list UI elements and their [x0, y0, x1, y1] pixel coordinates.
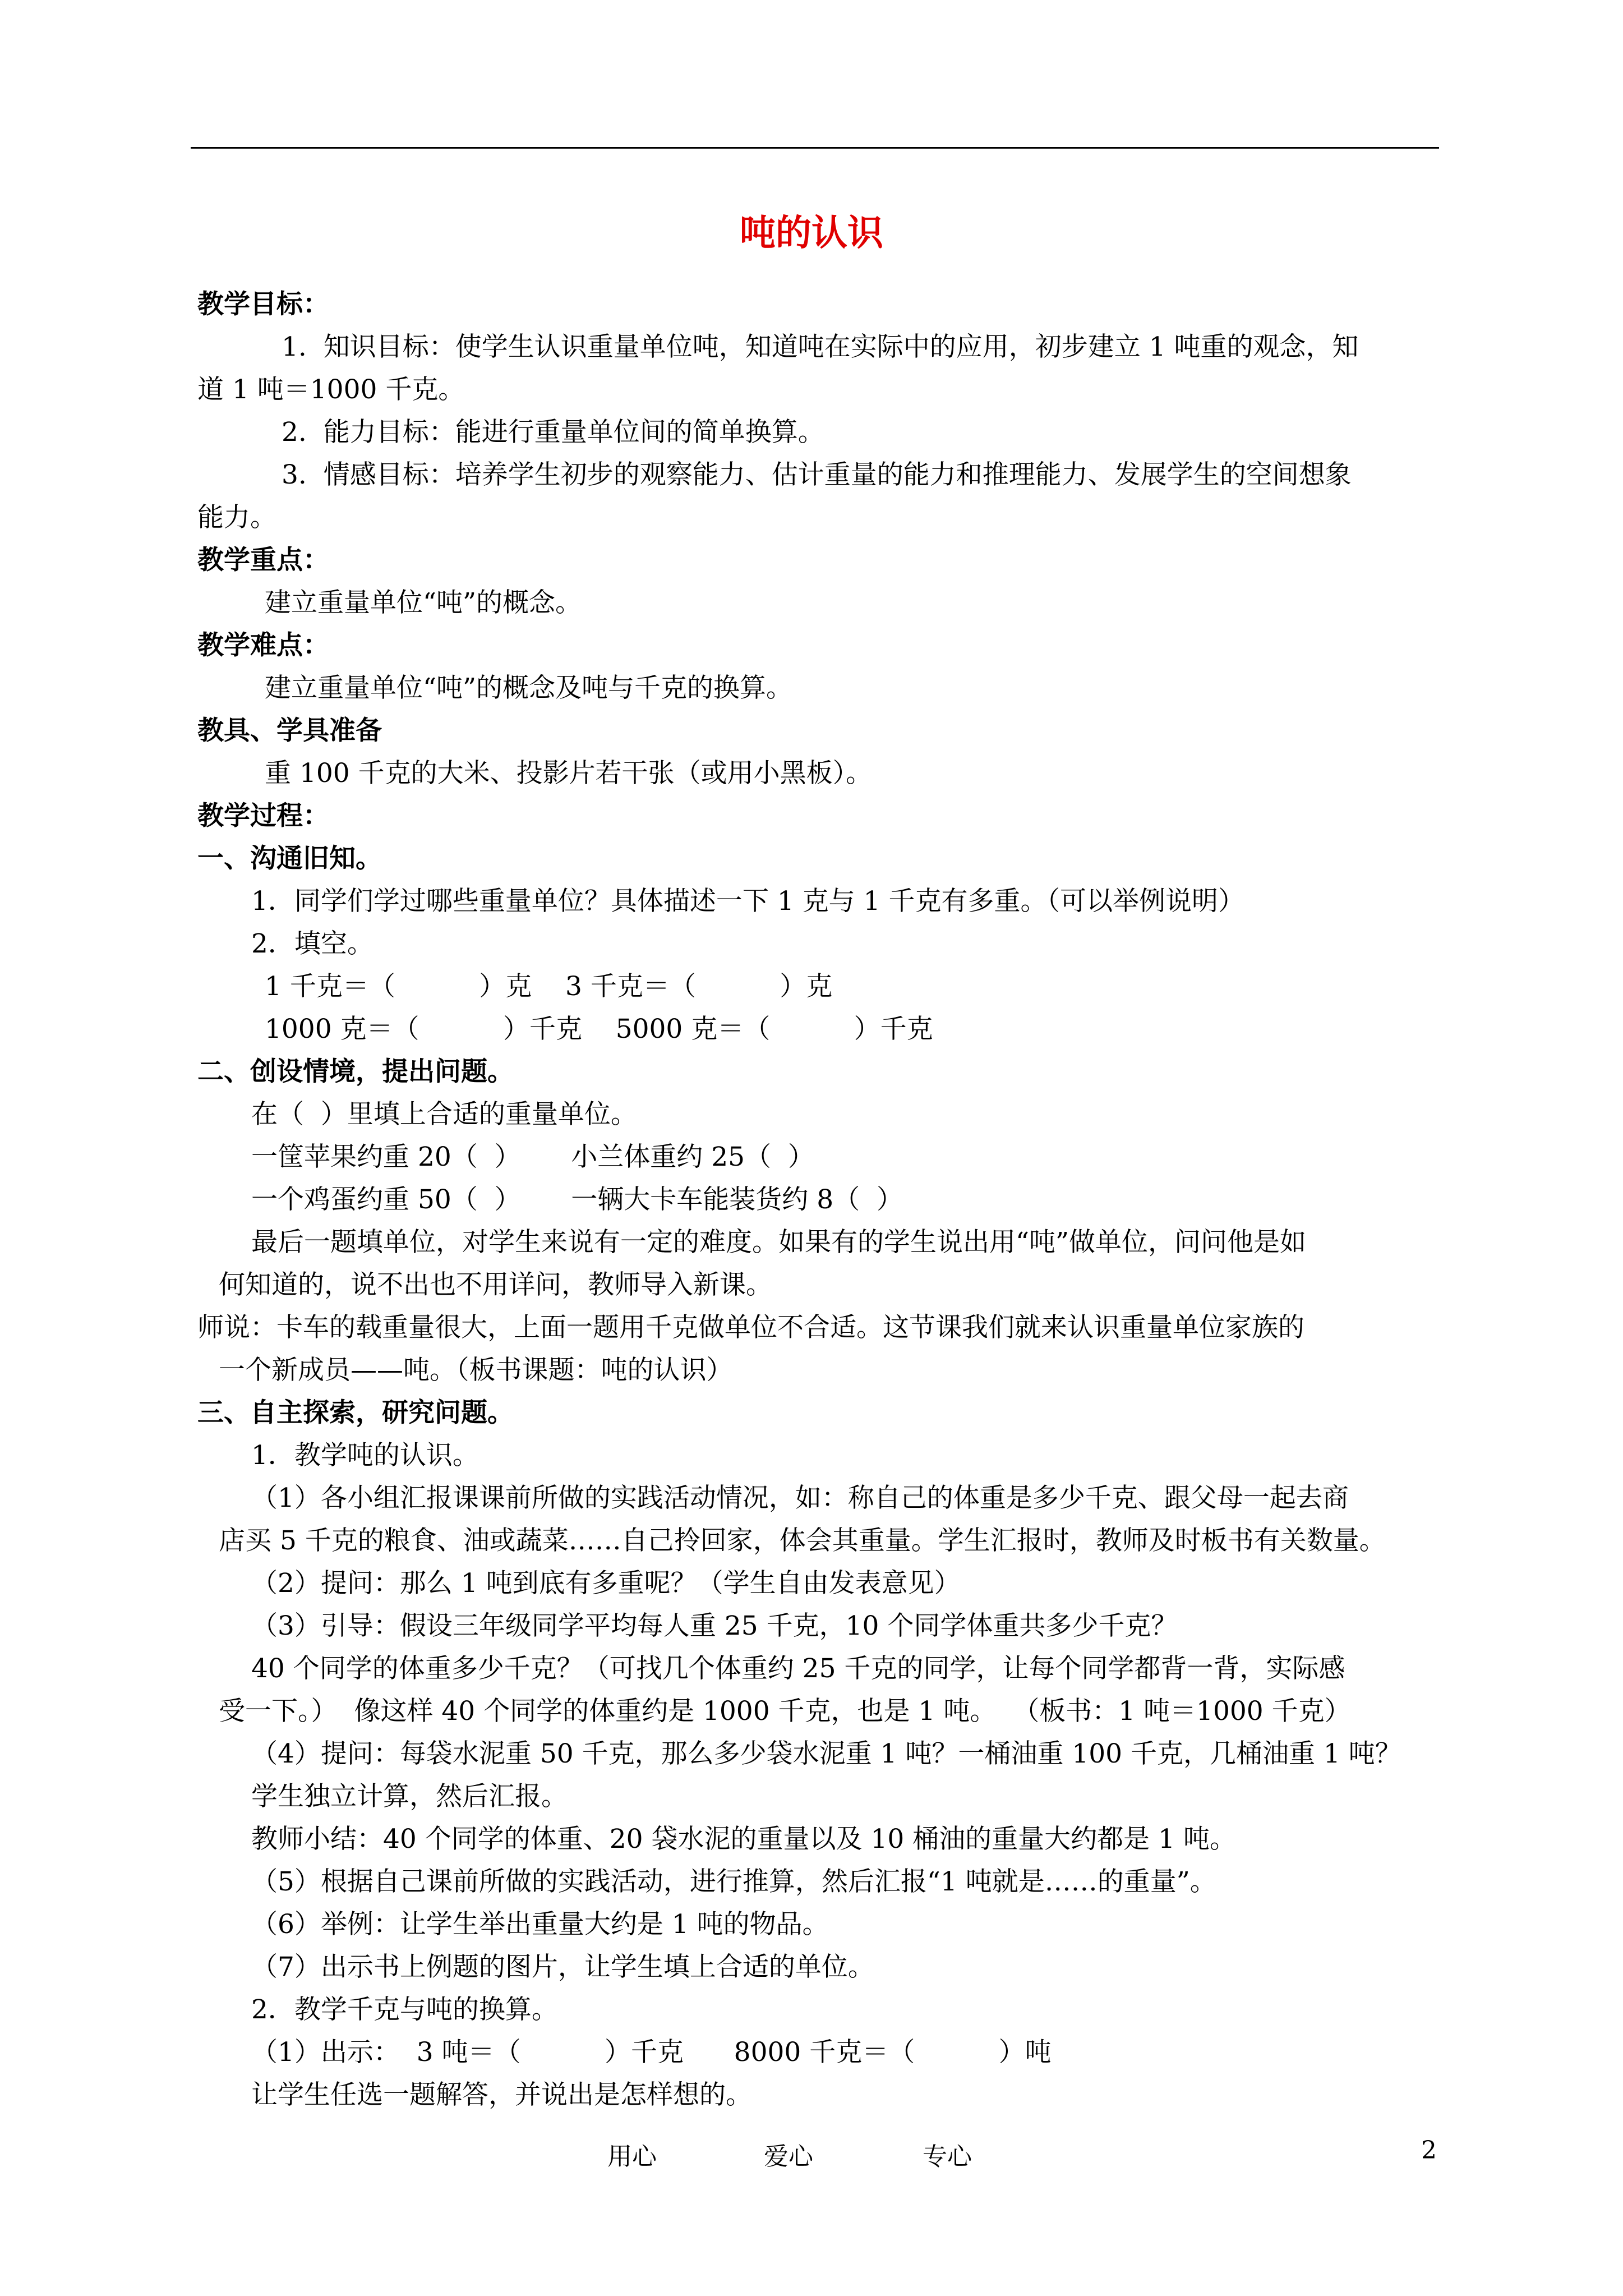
line-16: 2．填空。: [251, 928, 374, 959]
line-43: 让学生任选一题解答，并说出是怎样想的。: [251, 2079, 752, 2110]
line-17: 1 千克＝（ ）克 3 千克＝（ ）克: [265, 971, 833, 1002]
line-24: 何知道的，说不出也不用详问，教师导入新课。: [219, 1269, 772, 1300]
line-13: 教学过程：: [197, 800, 329, 831]
line-20: 在（ ）里填上合适的重量单位。: [251, 1099, 637, 1130]
line-27: 三、自主探索，研究问题。: [197, 1397, 514, 1428]
line-5: 3. 情感目标：培养学生初步的观察能力、估计重量的能力和推理能力、发展学生的空间想象: [282, 459, 1352, 490]
line-37: 教师小结：40 个同学的体重、20 袋水泥的重量以及 10 桶油的重量大约都是 1 吨。: [251, 1824, 1236, 1855]
line-25: 师说：卡车的载重量很大，上面一题用千克做单位不合适。这节课我们就来认识重量单位家族的: [197, 1312, 1304, 1343]
page-number: 2: [1421, 2136, 1437, 2165]
line-42: （1）出示： 3 吨＝（ ）千克 8000 千克＝（ ）吨: [251, 2037, 1052, 2068]
line-33: 40 个同学的体重多少千克？（可找几个体重约 25 千克的同学，让每个同学都背一背，实际感: [251, 1653, 1345, 1684]
line-35: （4）提问：每袋水泥重 50 千克，那么多少袋水泥重 1 吨？一桶油重 100 千克，几桶油重 1 吨？: [251, 1738, 1401, 1769]
line-26: 一个新成员——吨。（板书课题：吨的认识）: [219, 1355, 733, 1386]
footer-motto-3: 专心: [923, 2142, 972, 2171]
lesson-body: [197, 283, 1439, 2116]
line-1: 教学目标：: [197, 289, 329, 320]
line-34: 受一下。） 像这样 40 个同学的体重约是 1000 千克，也是 1 吨。 （板书：1 吨＝1000 千克）: [219, 1696, 1351, 1727]
line-11: 教具、学具准备: [197, 715, 382, 746]
footer-motto-2: 爱心: [764, 2142, 813, 2171]
header-rule: [191, 147, 1439, 149]
line-3: 道 1 吨＝1000 千克。: [197, 374, 465, 405]
line-18: 1000 克＝（ ）千克 5000 克＝（ ）千克: [265, 1014, 933, 1045]
line-41: 2．教学千克与吨的换算。: [251, 1994, 558, 2025]
line-39: （6）举例：让学生举出重量大约是 1 吨的物品。: [251, 1909, 829, 1940]
line-40: （7）出示书上例题的图片，让学生填上合适的单位。: [251, 1952, 874, 1982]
line-10: 建立重量单位“吨”的概念及吨与千克的换算。: [265, 673, 793, 703]
line-23: 最后一题填单位，对学生来说有一定的难度。如果有的学生说出用“吨”做单位，问问他是如: [251, 1227, 1307, 1258]
line-22: 一个鸡蛋约重 50（ ） 一辆大卡车能装货约 8（ ）: [251, 1184, 903, 1215]
line-9: 教学难点：: [197, 630, 329, 661]
line-19: 二、创设情境，提出问题。: [197, 1056, 514, 1087]
page-title: 吨的认识: [740, 212, 883, 254]
line-29: （1）各小组汇报课课前所做的实践活动情况，如：称自己的体重是多少千克、跟父母一起去商: [251, 1483, 1349, 1513]
line-28: 1．教学吨的认识。: [251, 1440, 479, 1471]
line-8: 建立重量单位“吨”的概念。: [265, 587, 582, 618]
line-32: （3）引导：假设三年级同学平均每人重 25 千克，10 个同学体重共多少千克？: [251, 1611, 1178, 1641]
footer-motto-1: 用心: [607, 2142, 657, 2171]
line-2: 1. 知识目标：使学生认识重量单位吨，知道吨在实际中的应用，初步建立 1 吨重的观念，知: [282, 332, 1359, 362]
line-6: 能力。: [197, 502, 276, 533]
line-36: 学生独立计算，然后汇报。: [251, 1781, 568, 1812]
line-14: 一、沟通旧知。: [197, 843, 382, 874]
line-12: 重 100 千克的大米、投影片若干张（或用小黑板）。: [265, 758, 873, 789]
line-38: （5）根据自己课前所做的实践活动，进行推算，然后汇报“1 吨就是……的重量”。: [251, 1866, 1216, 1897]
line-7: 教学重点：: [197, 545, 329, 576]
line-15: 1．同学们学过哪些重量单位？具体描述一下 1 克与 1 千克有多重。（可以举例说明）: [251, 886, 1244, 917]
line-31: （2）提问：那么 1 吨到底有多重呢？（学生自由发表意见）: [251, 1568, 961, 1599]
line-30: 店买 5 千克的粮食、油或蔬菜……自己拎回家，体会其重量。学生汇报时，教师及时板书有关数量。: [219, 1525, 1386, 1556]
line-4: 2. 能力目标：能进行重量单位间的简单换算。: [282, 417, 824, 448]
line-21: 一筐苹果约重 20（ ） 小兰体重约 25（ ）: [251, 1142, 814, 1172]
